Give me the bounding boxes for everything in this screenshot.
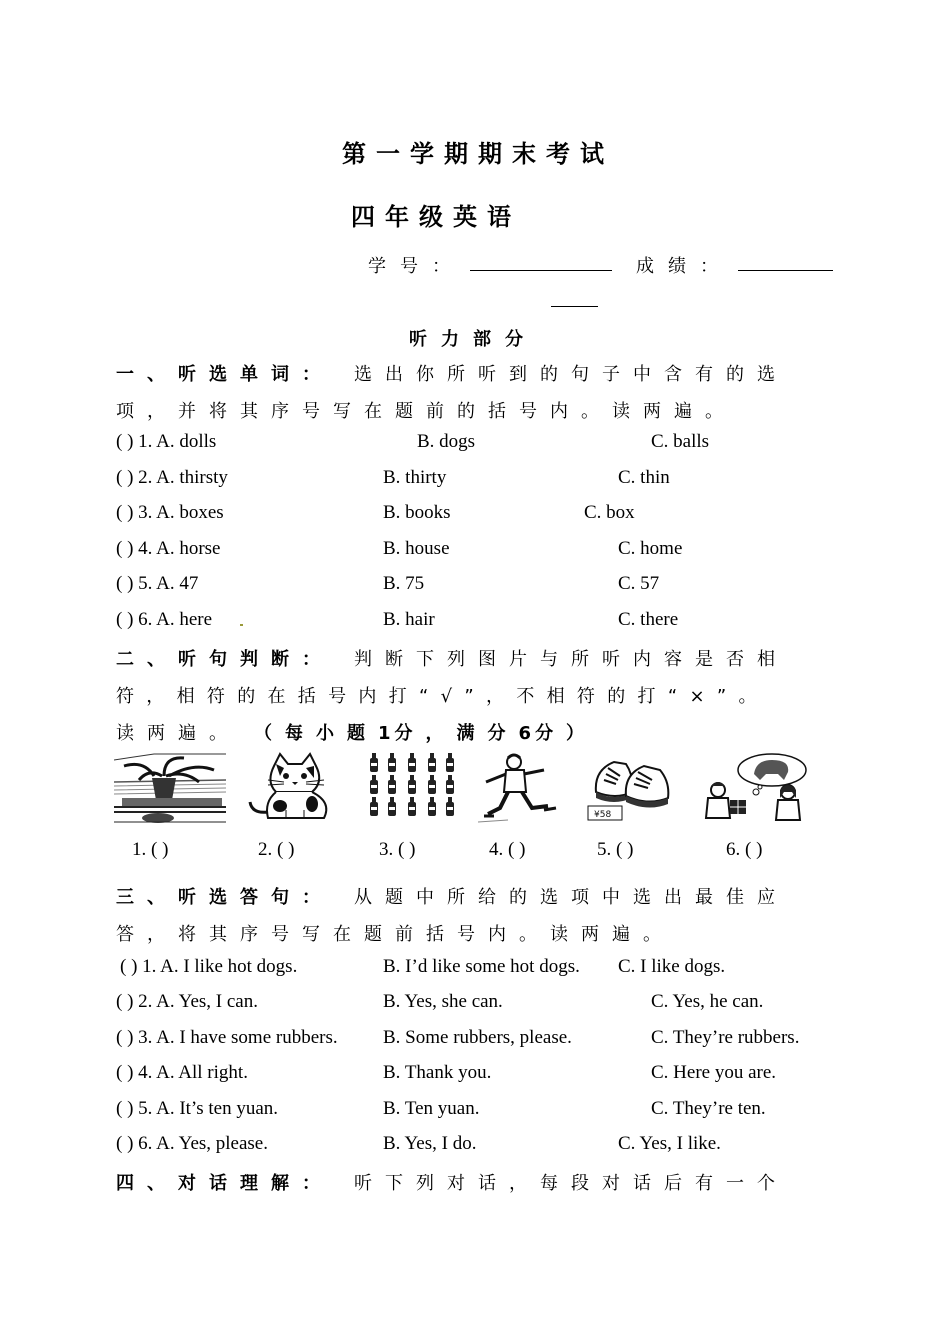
s1-q1-option-b: B. dogs [417, 431, 476, 452]
s3-q4-option-c: C. Here you are. [651, 1062, 777, 1083]
s3-q2-option-c: C. Yes, he can. [651, 991, 764, 1012]
section2-instruction-read: 读两遍。 [116, 723, 240, 744]
s1-q3: ( ) 3. A. boxes [116, 502, 224, 523]
s1-q4-option-b: B. house [383, 538, 450, 559]
s3-q5-option-b: B. Ten yuan. [383, 1098, 480, 1119]
stray-mark [240, 624, 243, 626]
section2-instruction-cont: 符，相符的在括号内打“√”，不相符的打“×”。 [116, 686, 769, 707]
section3-instruction: 从题中所给的选项中选出最佳应 [354, 887, 788, 908]
s1-q5: ( ) 5. A. 47 [116, 573, 199, 594]
s1-q2-option-b: B. thirty [383, 467, 447, 488]
picture-4-answer[interactable]: 4. ( ) [489, 839, 526, 860]
s1-q4-option-c: C. home [618, 538, 683, 559]
s3-q1-option-c: C. I like dogs. [618, 956, 726, 977]
s3-q6-option-b: B. Yes, I do. [383, 1133, 477, 1154]
section4-instruction: 听下列对话，每段对话后有一个 [354, 1173, 788, 1194]
bottles-icon [366, 752, 458, 822]
section1-instruction: 选出你所听到的句子中含有的选 [354, 364, 788, 385]
children-gift-icon [700, 752, 810, 824]
s3-q1-option-b: B. I’d like some hot dogs. [383, 956, 580, 977]
section2-score-note: （每小题1 分，满分6 分） [254, 723, 598, 744]
s3-q3-option-b: B. Some rubbers, please. [383, 1027, 572, 1048]
s1-q6: ( ) 6. A. here [116, 609, 213, 630]
picture-6-answer[interactable]: 6. ( ) [726, 839, 763, 860]
section4-heading: 四、对话理解： [116, 1173, 333, 1194]
skater-icon [478, 752, 568, 824]
section1-heading: 一、听选单词： [116, 364, 333, 385]
section2-heading: 二、听句判断： [116, 649, 333, 670]
s3-q4: ( ) 4. A. All right. [116, 1062, 248, 1083]
s3-q3-option-c: C. They’re rubbers. [651, 1027, 800, 1048]
s1-q3-option-b: B. books [383, 502, 451, 523]
s1-q2-option-c: C. thin [618, 467, 670, 488]
picture-2-answer[interactable]: 2. ( ) [258, 839, 295, 860]
s1-q3-option-c: C. box [584, 502, 635, 523]
student-no-blank[interactable] [470, 270, 612, 271]
s3-q5-option-c: C. They’re ten. [651, 1098, 766, 1119]
plant-room-icon [114, 752, 226, 824]
s1-q2: ( ) 2. A. thirsty [116, 467, 228, 488]
picture-3-answer[interactable]: 3. ( ) [379, 839, 416, 860]
s3-q3: ( ) 3. A. I have some rubbers. [116, 1027, 338, 1048]
listening-title: 听力部分 [409, 329, 537, 350]
picture-5-answer[interactable]: 5. ( ) [597, 839, 634, 860]
section3-instruction-cont: 答，将其序号写在题前括号内。读两遍。 [116, 924, 674, 945]
section1-instruction-cont: 项，并将其序号写在题前的括号内。读两遍。 [116, 401, 736, 422]
picture-1-answer[interactable]: 1. ( ) [132, 839, 169, 860]
s3-q2-option-b: B. Yes, she can. [383, 991, 503, 1012]
section3-heading: 三、听选答句： [116, 887, 333, 908]
s1-q6-option-c: C. there [618, 609, 679, 630]
score-blank-continued [551, 306, 598, 307]
s1-q6-option-b: B. hair [383, 609, 435, 630]
s3-q6: ( ) 6. A. Yes, please. [116, 1133, 268, 1154]
cat-icon [246, 752, 341, 824]
grade-subject-title: 四年级英语 [351, 203, 521, 231]
s1-q5-option-b: B. 75 [383, 573, 425, 594]
exam-title: 第一学期期末考试 [342, 140, 614, 168]
s3-q4-option-b: B. Thank you. [383, 1062, 492, 1083]
s3-q5: ( ) 5. A. It’s ten yuan. [116, 1098, 279, 1119]
s1-q1-option-c: C. balls [651, 431, 710, 452]
s3-q1: ( ) 1. A. I like hot dogs. [120, 956, 298, 977]
score-blank[interactable] [738, 270, 833, 271]
s1-q1: ( ) 1. A. dolls [116, 431, 217, 452]
shoes-icon [586, 752, 672, 824]
student-no-label: 学号： [368, 256, 464, 277]
price-tag: ¥58 [594, 810, 612, 820]
s3-q6-option-c: C. Yes, I like. [618, 1133, 721, 1154]
s1-q5-option-c: C. 57 [618, 573, 660, 594]
score-label: 成绩： [636, 256, 732, 277]
section2-instruction: 判断下列图片与所听内容是否相 [354, 649, 788, 670]
s3-q2: ( ) 2. A. Yes, I can. [116, 991, 258, 1012]
s1-q4: ( ) 4. A. horse [116, 538, 221, 559]
